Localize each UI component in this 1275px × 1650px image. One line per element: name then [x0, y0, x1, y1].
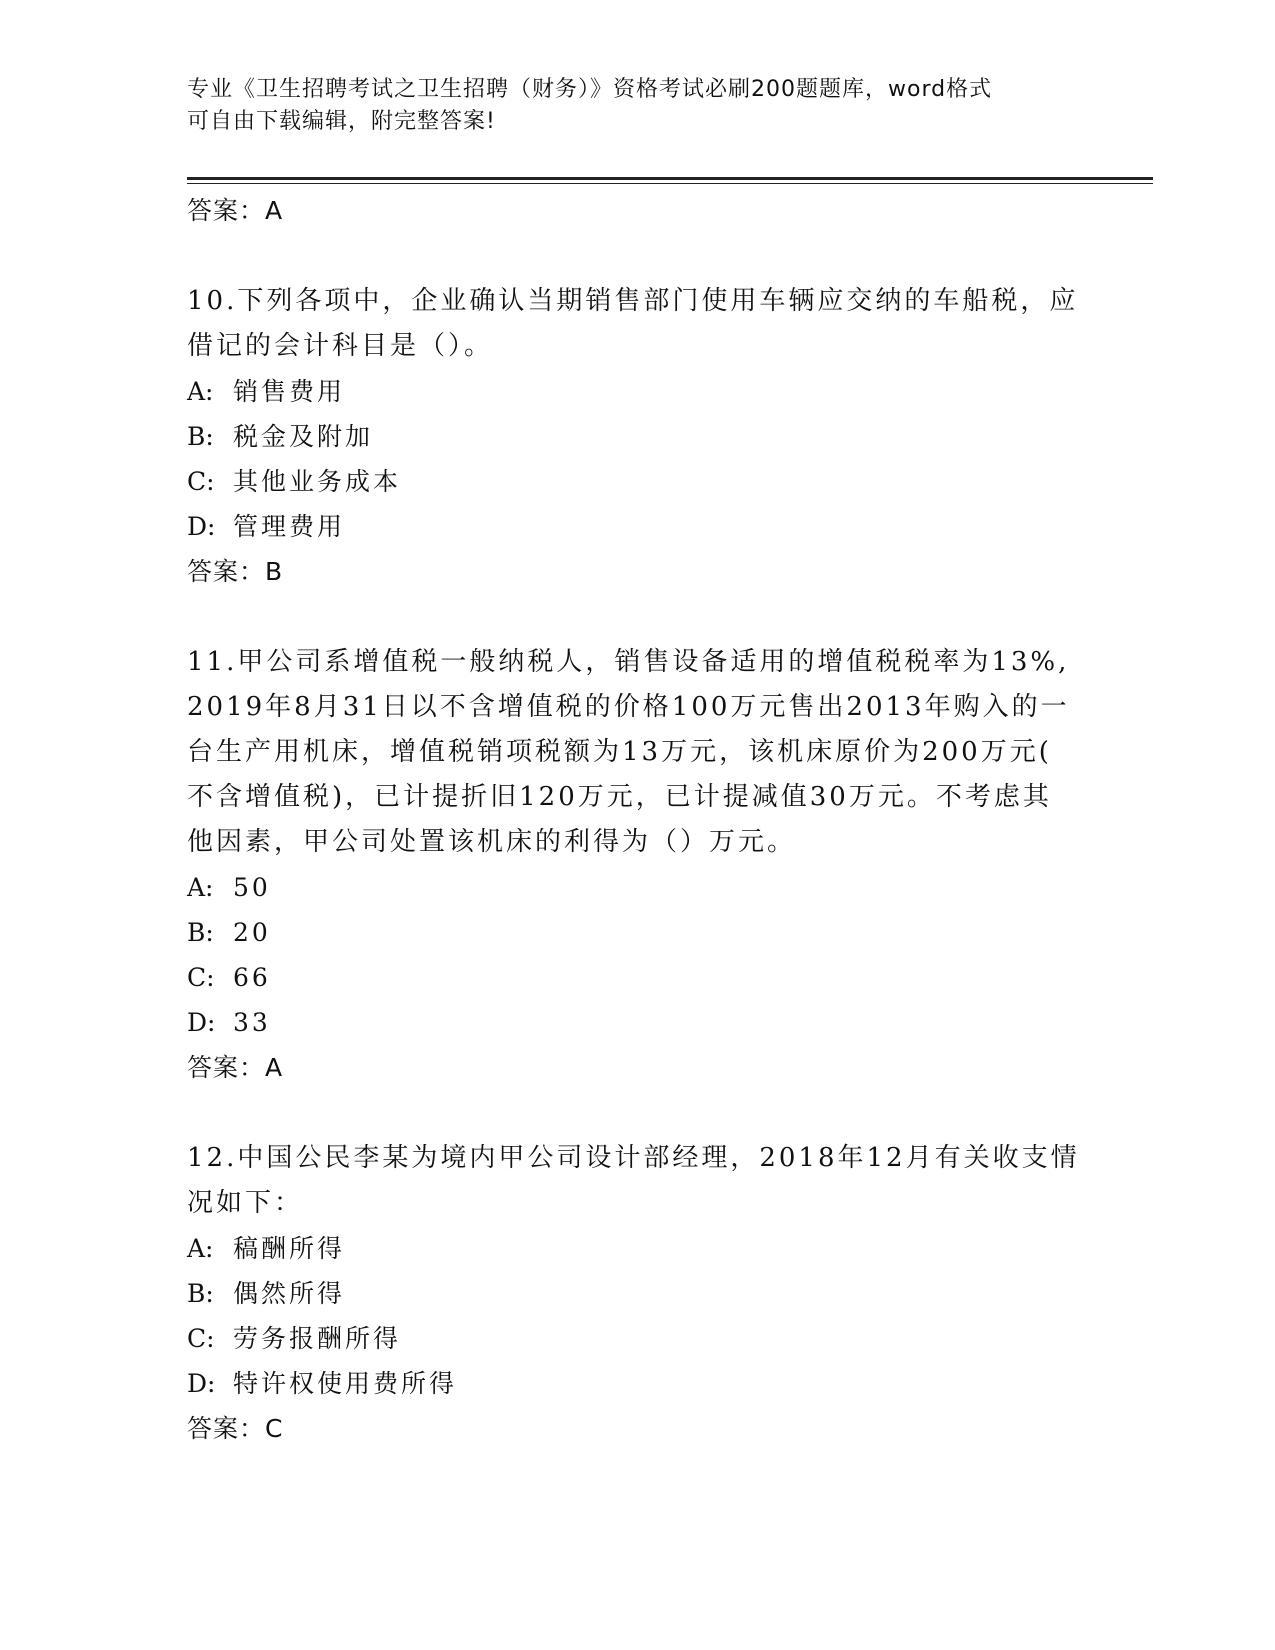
header-line-2: 可自由下载编辑，附完整答案! — [187, 109, 496, 134]
option-b — [187, 1271, 1087, 1316]
option-letter: D: — [187, 1369, 216, 1398]
option-text: 其他业务成本 — [233, 467, 402, 496]
question-text-line: 台生产用机床，增值税销项税额为13万元，该机床原价为200万元( — [187, 737, 1052, 767]
question-10 — [187, 279, 1087, 594]
option-b — [187, 414, 1087, 459]
question-text-line: 2019年8月31日以不含增值税的价格100万元售出2013年购入的一 — [187, 692, 1070, 722]
option-text: 稿酬所得 — [233, 1234, 346, 1263]
option-d — [187, 504, 1087, 549]
option-letter: D: — [187, 1008, 216, 1037]
question-text-line: 10.下列各项中，企业确认当期销售部门使用车辆应交纳的车船税，应 — [187, 286, 1079, 316]
option-text: 50 — [233, 873, 271, 902]
option-letter: A: — [187, 1234, 214, 1263]
question-text-line: 12.中国公民李某为境内甲公司设计部经理，2018年12月有关收支情 — [187, 1143, 1080, 1173]
option-letter: C: — [187, 963, 215, 992]
option-text: 特许权使用费所得 — [233, 1369, 458, 1398]
question-11 — [187, 640, 1087, 1090]
header-divider-thin — [187, 183, 1153, 184]
option-letter: B: — [187, 918, 214, 947]
question-text-line: 况如下： — [187, 1188, 304, 1218]
option-text: 税金及附加 — [233, 422, 374, 451]
option-a — [187, 865, 1087, 910]
option-c — [187, 955, 1087, 1000]
option-a — [187, 369, 1087, 414]
option-text: 偶然所得 — [233, 1279, 346, 1308]
answer-line: 答案：A — [187, 196, 284, 225]
option-letter: B: — [187, 1279, 214, 1308]
option-text: 20 — [233, 918, 271, 947]
option-letter: A: — [187, 873, 214, 902]
option-text: 销售费用 — [233, 377, 346, 406]
question-12 — [187, 1136, 1087, 1451]
option-letter: B: — [187, 422, 214, 451]
option-letter: C: — [187, 467, 215, 496]
option-text: 管理费用 — [233, 512, 346, 541]
option-text: 劳务报酬所得 — [233, 1324, 402, 1353]
option-c — [187, 1316, 1087, 1361]
option-d — [187, 1000, 1087, 1045]
question-text-line: 11.甲公司系增值税一般纳税人，销售设备适用的增值税税率为13%, — [187, 647, 1070, 677]
option-letter: D: — [187, 512, 216, 541]
question-text-line: 不含增值税)，已计提折旧120万元，已计提减值30万元。不考虑其 — [187, 782, 1052, 812]
option-d — [187, 1361, 1087, 1406]
page-header — [187, 74, 1067, 138]
option-a — [187, 1226, 1087, 1271]
question-text-line: 他因素，甲公司处置该机床的利得为（）万元。 — [187, 827, 797, 857]
answer-line: 答案：A — [187, 1053, 284, 1082]
option-letter: A: — [187, 377, 214, 406]
answer-line: 答案：C — [187, 1414, 284, 1443]
document-body — [187, 188, 1087, 1451]
header-divider-thick — [187, 177, 1153, 180]
option-letter: C: — [187, 1324, 215, 1353]
answer-line: 答案：B — [187, 557, 284, 586]
option-c — [187, 459, 1087, 504]
option-b — [187, 910, 1087, 955]
option-text: 33 — [233, 1008, 271, 1037]
question-text-line: 借记的会计科目是（）。 — [187, 331, 494, 361]
header-line-1: 专业《卫生招聘考试之卫生招聘（财务）》资格考试必刷200题题库，word格式 — [187, 77, 993, 102]
option-text: 66 — [233, 963, 271, 992]
